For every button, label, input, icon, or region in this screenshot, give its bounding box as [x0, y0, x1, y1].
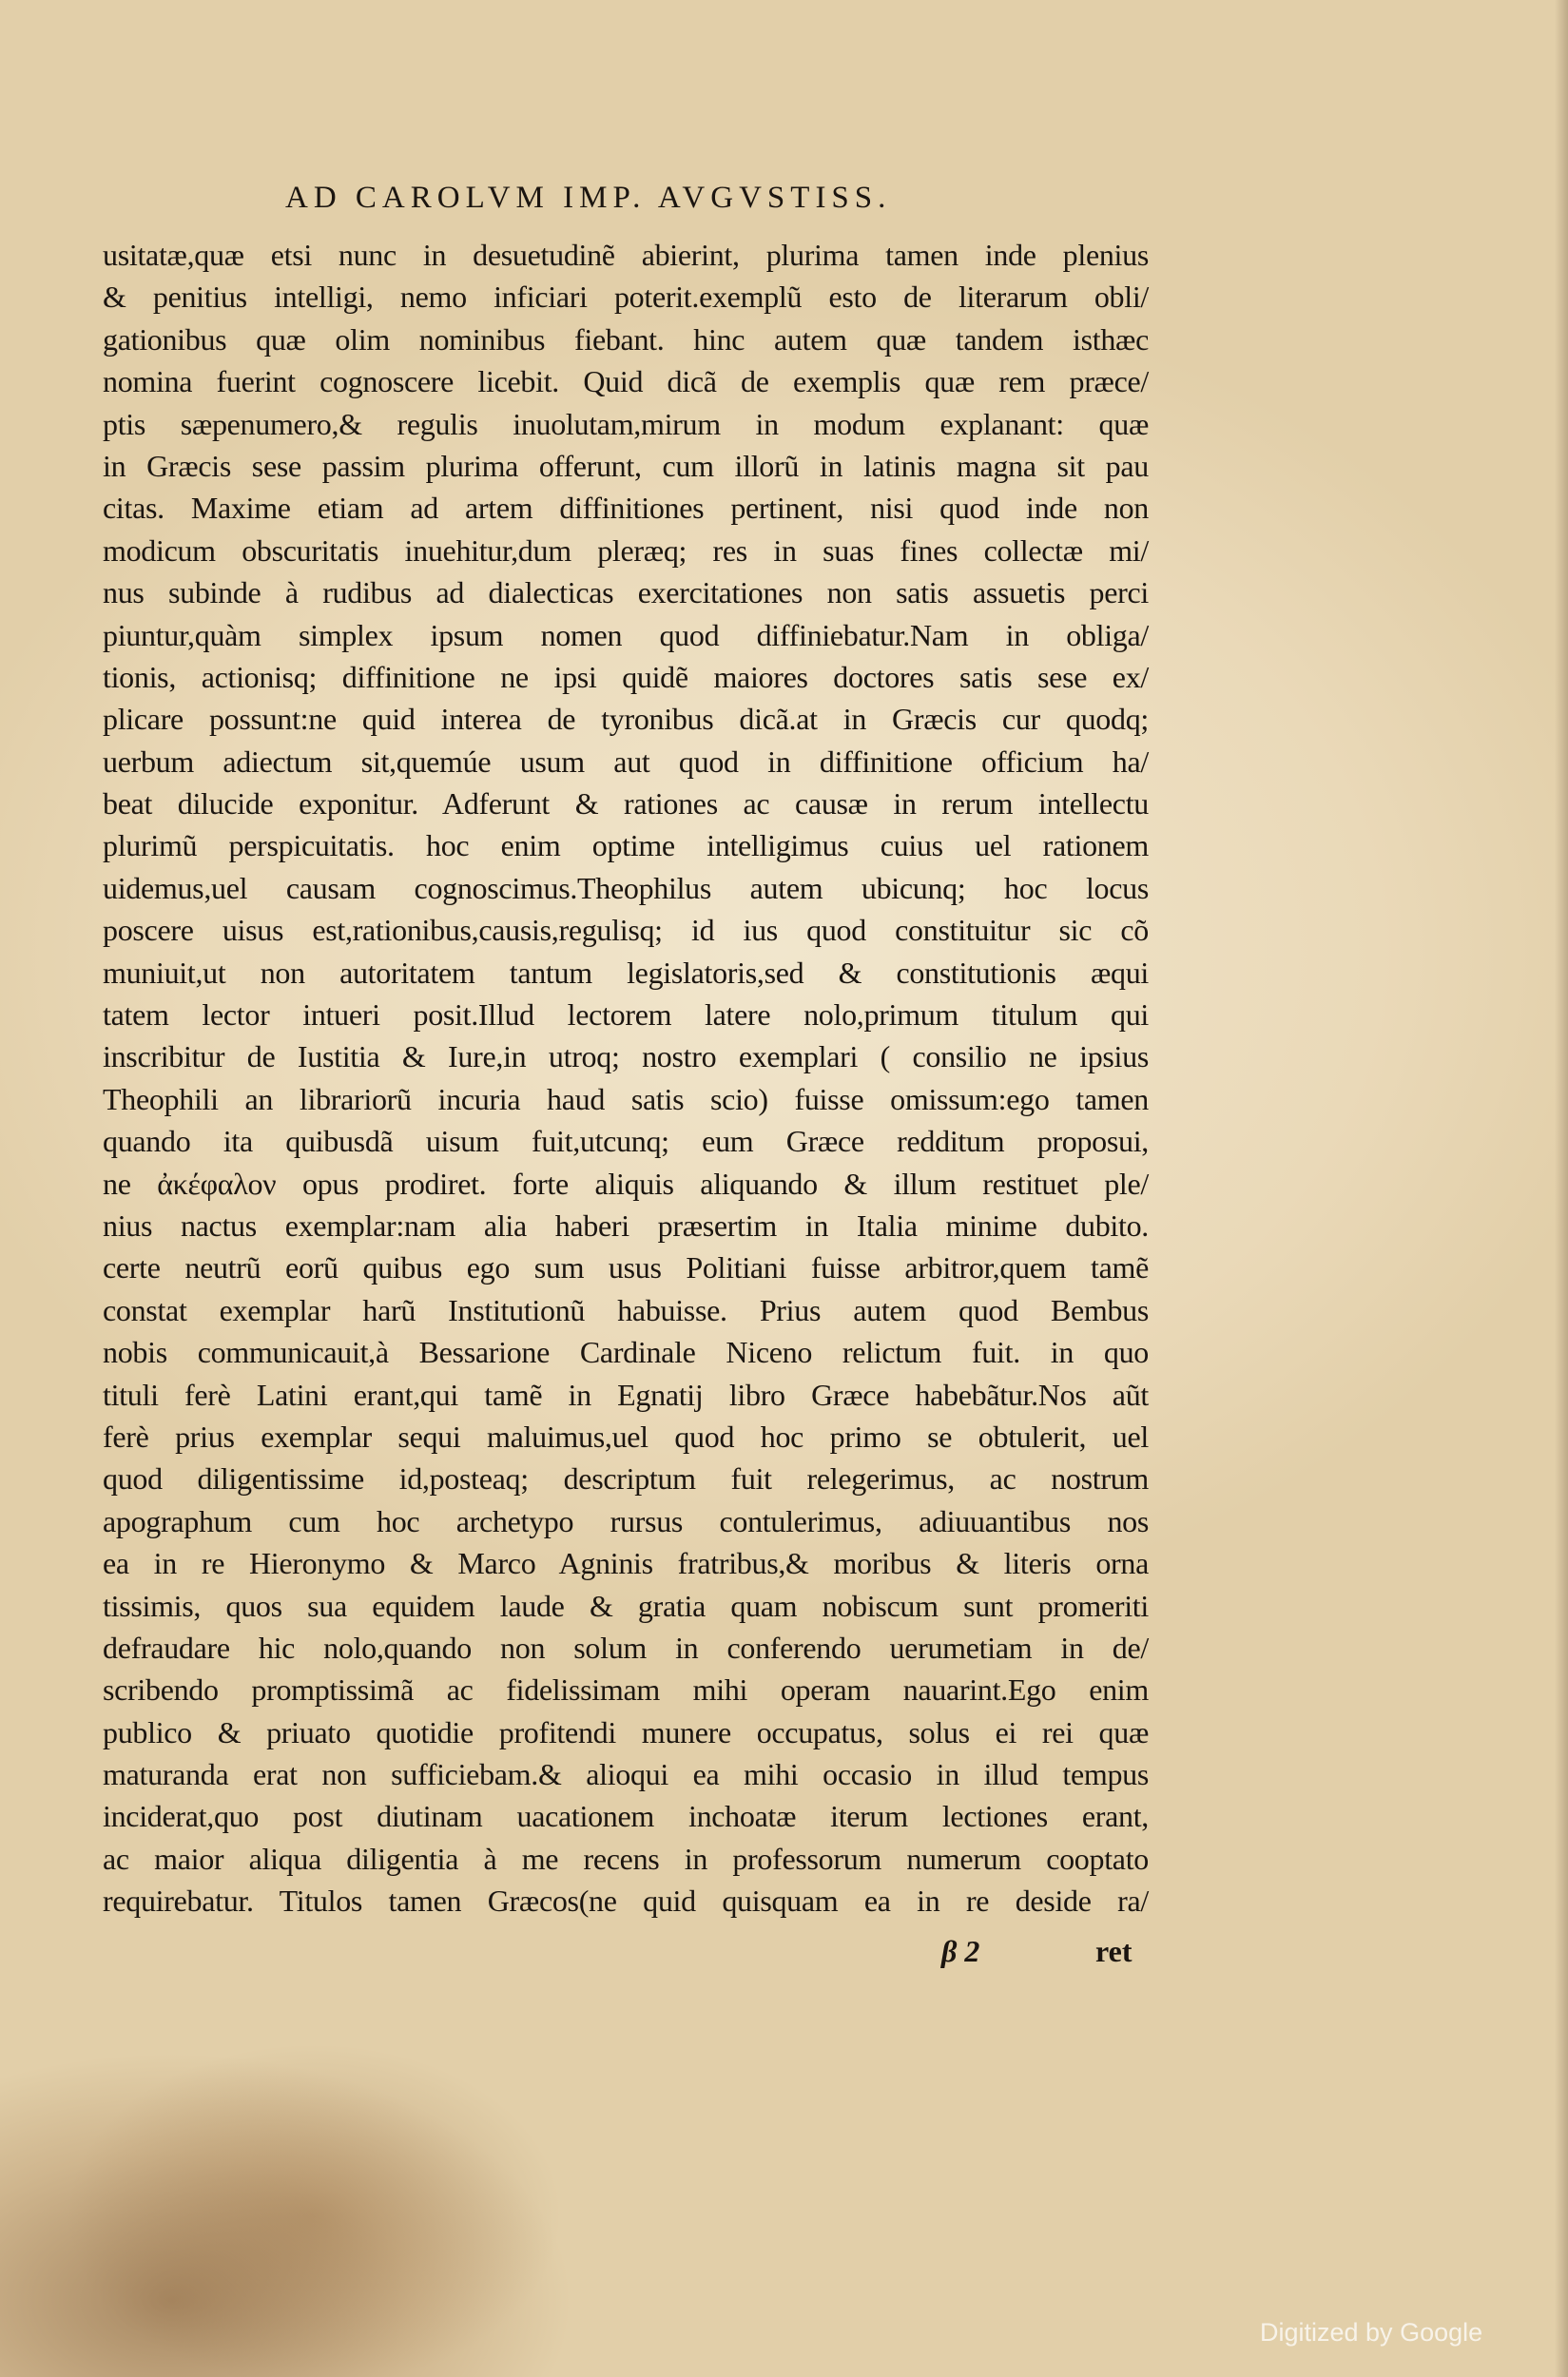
text-line: apographum cum hoc archetypo rursus contulerimus, adiuuantibus nos — [103, 1503, 1149, 1538]
text-line: & penitius intelligi, nemo inficiari poterit.exemplũ esto de literarum obli/ — [103, 280, 1149, 315]
text-line: inciderat,quo post diutinam uacationem inchoatæ iterum lectiones erant, — [103, 1799, 1149, 1834]
text-line: ac maior aliqua diligentia à me recens in professorum numerum cooptato — [103, 1841, 1149, 1876]
text-line: poscere uisus est,rationibus,causis,regulisq; id ius quod constituitur sic cõ — [103, 913, 1149, 948]
digitization-watermark: Digitized by Google — [1260, 2318, 1483, 2347]
text-line: tituli ferè Latini erant,qui tamẽ in Egnatij libro Græce habebãtur.Nos aũt — [103, 1377, 1149, 1412]
text-line: quod diligentissime id,posteaq; descriptum fuit relegerimus, ac nostrum — [103, 1461, 1149, 1497]
text-line: uerbum adiectum sit,quemúe usum aut quod in diffinitione officium ha/ — [103, 744, 1149, 779]
text-line: maturanda erat non sufficiebam.& alioqui ea mihi occasio in illud tempus — [103, 1757, 1149, 1792]
text-line: quando ita quibusdã uisum fuit,utcunq; eum Græce redditum proposui, — [103, 1124, 1149, 1159]
text-line: in Græcis sese passim plurima offerunt, cum illorũ in latinis magna sit pau — [103, 448, 1149, 483]
text-line: requirebatur. Titulos tamen Græcos(ne quid quisquam ea in re deside ra/ — [103, 1884, 1149, 1919]
page-edge-shadow — [1555, 0, 1568, 2377]
text-line: uidemus,uel causam cognoscimus.Theophilus autem ubicunq; hoc locus — [103, 870, 1149, 905]
text-line: citas. Maxime etiam ad artem diffinitiones pertinent, nisi quod inde non — [103, 491, 1149, 526]
text-line: ferè prius exemplar sequi maluimus,uel quod hoc primo se obtulerit, uel — [103, 1419, 1149, 1454]
text-line: nius nactus exemplar:nam alia haberi præsertim in Italia minime dubito. — [103, 1208, 1149, 1243]
text-line: scribendo promptissimã ac fidelissimam mihi operam nauarint.Ego enim — [103, 1672, 1149, 1708]
catchword: ret — [1095, 1934, 1132, 1968]
text-line: plurimũ perspicuitatis. hoc enim optime intelligimus cuius uel rationem — [103, 828, 1149, 863]
text-line: nus subinde à rudibus ad dialecticas exercitationes non satis assuetis perci — [103, 575, 1149, 610]
text-line: ne ἀκέφαλον opus prodiret. forte aliquis aliquando & illum restituet ple/ — [103, 1166, 1149, 1201]
text-line: piuntur,quàm simplex ipsum nomen quod diffiniebatur.Nam in obliga/ — [103, 617, 1149, 652]
page-footer — [941, 1930, 1151, 1972]
text-line: Theophili an librariorũ incuria haud satis scio) fuisse omissum:ego tamen — [103, 1081, 1149, 1116]
text-line: nomina fuerint cognoscere licebit. Quid dicã de exemplis quæ rem præce/ — [103, 364, 1149, 399]
text-line: muniuit,ut non autoritatem tantum legislatoris,sed & constitutionis æqui — [103, 955, 1149, 990]
text-line: ptis sæpenumero,& regulis inuolutam,mirum in modum explanant: quæ — [103, 406, 1149, 441]
text-line: defraudare hic nolo,quando non solum in conferendo uerumetiam in de/ — [103, 1630, 1149, 1665]
text-line: tatem lector intueri posit.Illud lectorem latere nolo,primum titulum qui — [103, 997, 1149, 1033]
text-line: usitatæ,quæ etsi nunc in desuetudinẽ abierint, plurima tamen inde plenius — [103, 238, 1149, 272]
text-line: modicum obscuritatis inuehitur,dum pleræq; res in suas fines collectæ mi/ — [103, 532, 1149, 568]
running-head: AD CAROLVM IMP. AVGVSTISS. — [285, 181, 892, 215]
text-line: certe neutrũ eorũ quibus ego sum usus Politiani fuisse arbitror,quem tamẽ — [103, 1250, 1149, 1285]
text-line: nobis communicauit,à Bessarione Cardinale Niceno relictum fuit. in quo — [103, 1335, 1149, 1370]
text-line: gationibus quæ olim nominibus fiebant. hinc autem quæ tandem isthæc — [103, 321, 1149, 357]
text-line: publico & priuato quotidie profitendi munere occupatus, solus ei rei quæ — [103, 1714, 1149, 1749]
text-line: plicare possunt:ne quid interea de tyronibus dicã.at in Græcis cur quodq; — [103, 702, 1149, 737]
text-line: ea in re Hieronymo & Marco Agninis fratribus,& moribus & literis orna — [103, 1546, 1149, 1581]
text-line: beat dilucide exponitur. Adferunt & rationes ac causæ in rerum intellectu — [103, 786, 1149, 821]
text-line: constat exemplar harũ Institutionũ habuisse. Prius autem quod Bembus — [103, 1292, 1149, 1327]
text-line: inscribitur de Iustitia & Iure,in utroq; nostro exemplari ( consilio ne ipsius — [103, 1039, 1149, 1074]
body-text — [103, 234, 1149, 1923]
text-line: tionis, actionisq; diffinitione ne ipsi quidẽ maiores doctores satis sese ex/ — [103, 659, 1149, 694]
signature-mark: β 2 — [941, 1934, 980, 1968]
text-line: tissimis, quos sua equidem laude & gratia quam nobiscum sunt promeriti — [103, 1588, 1149, 1623]
